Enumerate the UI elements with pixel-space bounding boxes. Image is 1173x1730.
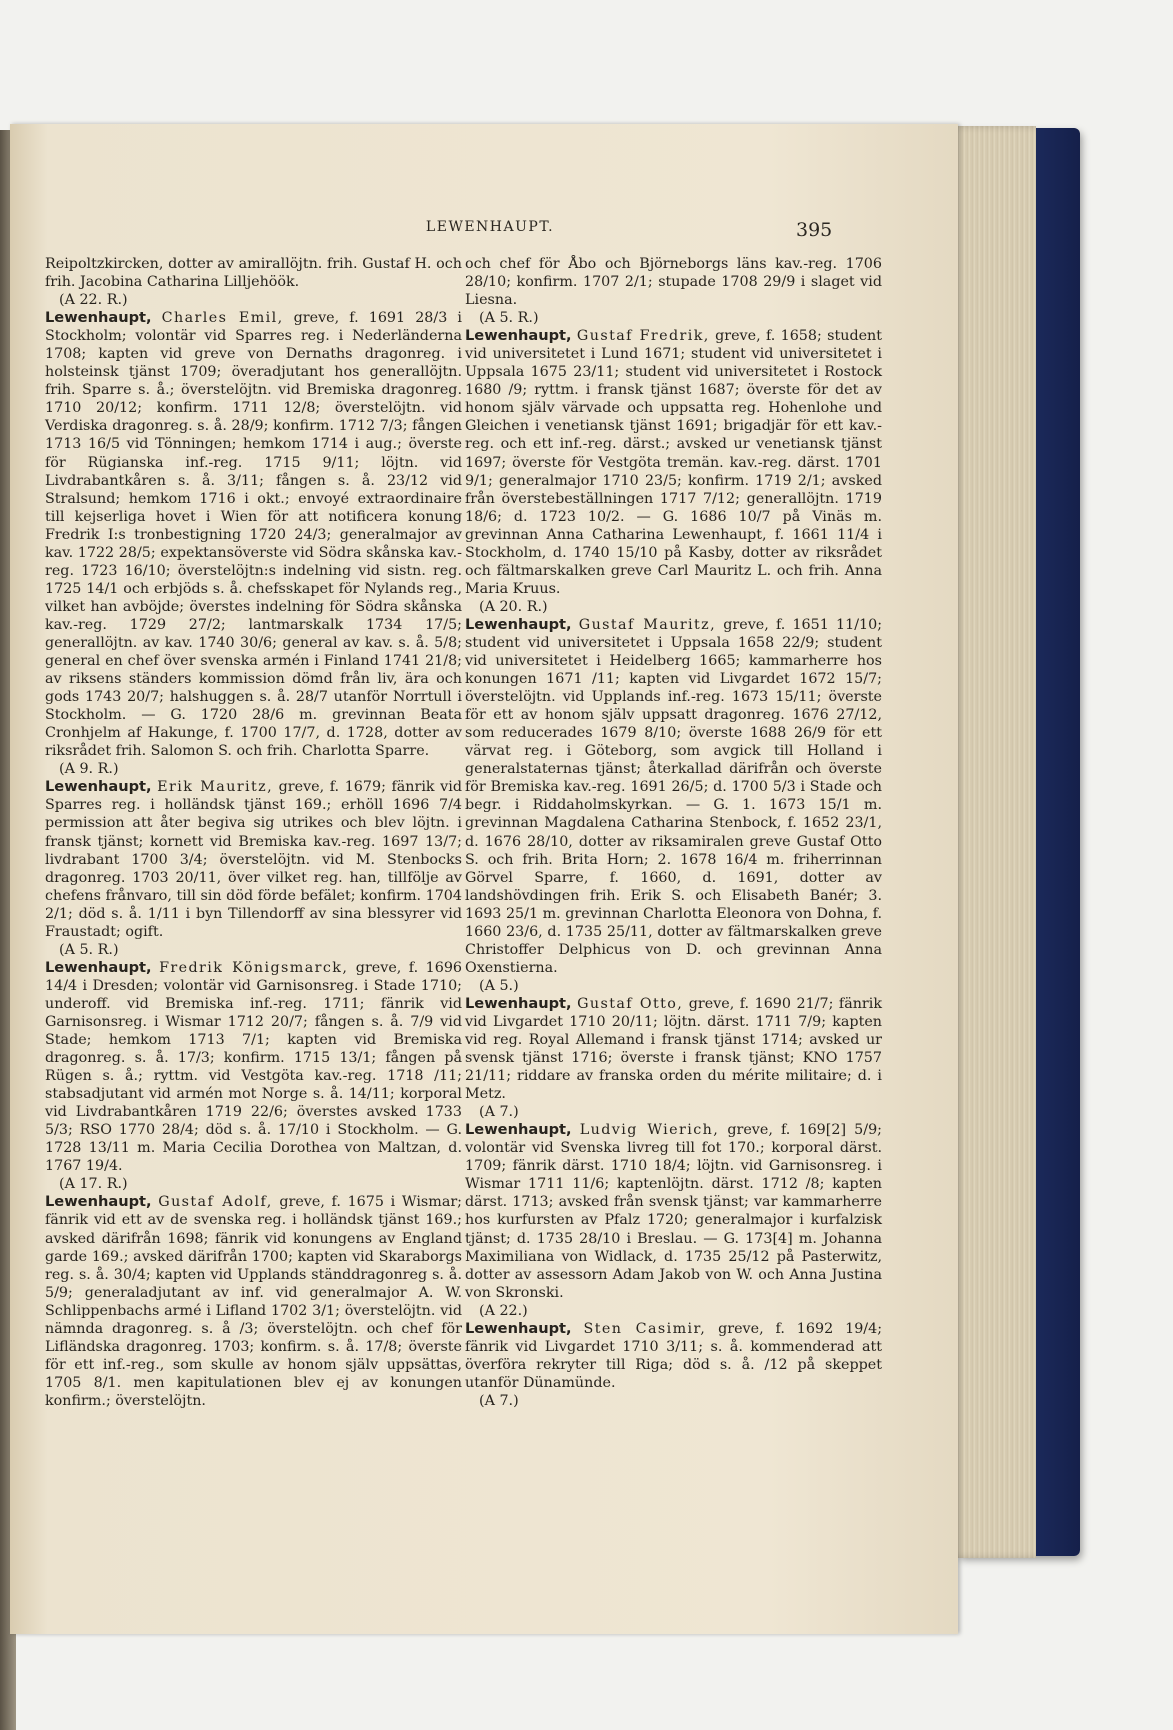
- entry-surname: Lewenhaupt,: [45, 309, 152, 327]
- biography-entry: [465, 616, 882, 977]
- entry-surname: Lewenhaupt,: [465, 327, 572, 345]
- entry-given-names: Gustaf Fredrik,: [576, 328, 710, 345]
- entry-reference: (A 17. R.): [59, 1176, 128, 1193]
- entry-given-names: Gustaf Adolf,: [158, 1194, 273, 1211]
- biography-entry: [45, 309, 462, 760]
- entry-body: greve, f. 169[2] 5/9; volontär vid Svenska livreg till fot 170.; korporal därst. 1709; fänrik därst. 1710 18/4; löjtn. vid Garnisonsreg. i Wismar 1711 11/6; kaptenlöjtn. därst. 1712 /8; kapten därst. 1713; avsked från svensk tjänst; var kammarherre hos kurfursten av Pfalz 1720; generalmajor i kurfalzisk tjänst; d. 1735 28/10 i Breslau. — G. 173[4] m. Johanna Maximiliana von Widlack, d. 1735 25/12 på Pasterwitz, dotter av assessorn Adam Jakob von W. och Anna Justina von Skronski.: [465, 1122, 883, 1301]
- biography-entry: [45, 959, 462, 1176]
- entry-surname: Lewenhaupt,: [45, 1193, 152, 1211]
- page-number: 395: [796, 219, 833, 241]
- entry-body: greve, f. 1679; fänrik vid Sparres reg. i holländsk tjänst 169.; erhöll 1696 7/4 permission att åter begiva sig utrikes och blev löjtn. i fransk tjänst; kornett vid Bremiska kav.-reg. 1697 13/7; livdrabant 1700 3/4; överstelöjtn. vid M. Stenbocks dragonreg. 1703 20/11, över vilket reg. han, tillfölje av chefens frånvaro, till sin död förde befälet; konfirm. 1704 2/1; död s. å. 1/11 i byn Tillendorff av sina blessyrer vid Fraustadt; ogift.: [45, 779, 462, 940]
- entry-body: greve, f. 1658; student vid universitetet i Lund 1671; student vid universitetet i Uppsala 1675 23/11; student vid universitetet i Rostock 1680 /9; ryttm. i fransk tjänst 1687; överste för det av honom själv värvade och uppsatta reg. Hohenlohe und Gleichen i venetiansk tjänst 1691; brigadjär för ett kav.-reg. och ett inf.-reg. därst.; avsked ur venetiansk tjänst 1697; överste för Vestgöta tremän. kav.-reg. därst. 1701 9/1; generalmajor 1710 23/5; konfirm. 1719 2/1; avsked från överstebeställningen 1717 7/12; generallöjtn. 1719 18/6; d. 1723 10/2. — G. 1686 10/7 på Vinäs m. grevinnan Anna Catharina Lewenhaupt, f. 1661 11/4 i Stockholm, d. 1740 15/10 på Kasby, dotter av riksrådet och fältmarskalken greve Carl Mauritz L. och frih. Anna Maria Kruus.: [465, 328, 883, 597]
- entry-reference: (A 5. R.): [479, 310, 539, 327]
- continued-text: och chef för Åbo och Björneborgs läns kav.-reg. 1706 28/10; konfirm. 1707 2/1; stupade 1708 29/9 i slaget vid Liesna.: [465, 256, 882, 309]
- entry-reference: (A 22.): [479, 1302, 528, 1319]
- entry-given-names: Charles Emil,: [161, 310, 284, 327]
- biography-entry: [465, 1121, 882, 1301]
- entry-body: greve, f. 1692 19/4; fänrik vid Livgardet 1710 3/11; s. å. kommenderad att överföra rekryter till Riga; död s. å. /12 på skeppet utanför Dünamünde.: [465, 1320, 883, 1391]
- entry-body: greve, f. 1675 i Wismar; fänrik vid ett av de svenska reg. i holländsk tjänst 169.; avsked därifrån 1698; fänrik vid konungens av England garde 169.; avsked därifrån 1700; kapten vid Skaraborgs reg. s. å. 30/4; kapten vid Upplands ständdragonreg s. å. 5/9; generaladjutant av inf. vid generalmajor A. W. Schlippenbachs armé i Lifland 1702 3/1; överstelöjtn. vid nämnda dragonreg. s. å /3; överstelöjtn. och chef för Lifländska dragonreg. 1703; konfirm. s. å. 17/8; överste för ett inf.-reg., som skulle av honom själv uppsättas, 1705 8/1. men kapitulationen blev ej av konungen konfirm.; överstelöjtn.: [45, 1194, 462, 1409]
- entry-reference: (A 7.): [479, 1392, 519, 1409]
- entry-given-names: Erik Mauritz,: [157, 779, 274, 796]
- biography-entry: [465, 327, 882, 598]
- running-head: LEWENHAUPT.: [425, 219, 555, 235]
- entry-reference: (A 22. R.): [59, 292, 128, 309]
- biography-entry: [465, 1320, 882, 1392]
- continued-text: Reipoltzkircken, dotter av amirallöjtn. frih. Gustaf H. och frih. Jacobina Catharina Lilljehöök.: [45, 256, 462, 291]
- entry-surname: Lewenhaupt,: [465, 1121, 572, 1139]
- entry-given-names: Gustaf Otto,: [577, 995, 684, 1012]
- entry-surname: Lewenhaupt,: [465, 994, 572, 1012]
- entry-surname: Lewenhaupt,: [465, 1319, 572, 1337]
- entry-surname: Lewenhaupt,: [465, 615, 572, 633]
- entry-body: greve, f. 1691 28/3 i Stockholm; volontär vid Sparres reg. i Nederländerna 1708; kapten vid greve von Dernaths dragonreg. i holsteinsk tjänst 1709; överadjutant hos generallöjtn. frih. Sparre s. å.; överstelöjtn. vid Bremiska dragonreg. 1710 20/12; konfirm. 1711 12/8; överstelöjtn. vid Verdiska dragonreg. s. å. 28/9; konfirm. 1712 7/3; fången 1713 16/5 vid Tönningen; hemkom 1714 i aug.; överste för Rügianska inf.-reg. 1715 9/11; löjtn. vid Livdrabantkåren s. å. 3/11; fången s. å. 23/12 vid Stralsund; hemkom 1716 i okt.; envoyé extraordinaire till kejserliga hovet i Wien för att notificera konung Fredrik I:s tronbestigning 1720 24/3; generalmajor av kav. 1722 28/5; expektansöverste vid Södra skånska kav.-reg. 1723 16/10; överstelöjtn:s indelning vid sistn. reg. 1725 14/1 och erbjöds s. å. chefsskapet för Nylands reg., vilket han avböjde; överstes indelning för Södra skånska kav.-reg. 1729 27/2; lantmarskalk 1734 17/5; generallöjtn. av kav. 1740 30/6; general av kav. s. å. 5/8; general en chef över svenska armén i Finland 1741 21/8; av riksens ständers kommission dömd från liv, ära och gods 1743 20/7; halshuggen s. å. 28/7 utanför Norrtull i Stockholm. — G. 1720 28/6 m. grevinnan Beata Cronhjelm af Hakunge, f. 1700 17/7, d. 1728, dotter av riksrådet frih. Salomon S. och frih. Charlotta Sparre.: [45, 310, 462, 760]
- page-edges: [946, 126, 1036, 1558]
- entry-body: greve, f. 1690 21/7; fänrik vid Livgardet 1710 20/11; löjtn. därst. 1711 7/9; kapten vid reg. Royal Allemand i fransk tjänst 1714; avsked ur svensk tjänst 1716; överste i fransk tjänst; KNO 1757 21/11; riddare av franska orden du mérite militaire; d. i Metz.: [465, 995, 882, 1103]
- entry-given-names: Fredrik Königsmarck,: [159, 959, 349, 976]
- entry-reference: (A 20. R.): [479, 598, 548, 615]
- entry-reference: (A 5.): [479, 977, 519, 994]
- entry-given-names: Ludvig Wierich,: [579, 1122, 720, 1139]
- entry-reference: (A 5. R.): [59, 941, 119, 958]
- entry-reference: (A 9. R.): [59, 761, 119, 778]
- left-column: [45, 255, 462, 1410]
- entry-body: greve, f. 1696 14/4 i Dresden; volontär vid Garnisonsreg. i Stade 1710; underoff. vid Bremiska inf.-reg. 1711; fänrik vid Garnisonsreg. i Wismar 1712 20/7; fången s. å. 7/9 vid Stade; hemkom 1713 7/1; kapten vid Bremiska dragonreg. s. å. 17/3; konfirm. 1715 13/1; fången på Rügen s. å.; ryttm. vid Vestgöta kav.-reg. 1718 /11; stabsadjutant vid armén mot Norge s. å. 14/11; korporal vid Livdrabantkåren 1719 22/6; överstes avsked 1733 5/3; RSO 1770 28/4; död s. å. 17/10 i Stockholm. — G. 1728 13/11 m. Maria Cecilia Dorothea von Maltzan, d. 1767 19/4.: [45, 959, 463, 1175]
- entry-given-names: Gustaf Mauritz,: [578, 616, 717, 633]
- entry-surname: Lewenhaupt,: [45, 778, 152, 796]
- biography-entry: [465, 995, 882, 1103]
- entry-reference: (A 7.): [479, 1104, 519, 1121]
- entry-body: greve, f. 1651 11/10; student vid universitetet i Uppsala 1658 22/9; student vid universitetet i Heidelberg 1665; kammarherre hos konungen 1671 /11; kapten vid Livgardet 1672 15/7; överstelöjtn. vid Upplands inf.-reg. 1673 15/11; överste för ett av honom själv uppsatt dragonreg. 1676 27/12, som reducerades 1679 8/10; överste 1688 26/9 för ett värvat reg. i Göteborg, som avgick till Holland i generalstaternas tjänst; återkallad därifrån och överste för Bremiska kav.-reg. 1691 26/5; d. 1700 5/3 i Stade och begr. i Riddaholmskyrkan. — G. 1. 1673 15/1 m. grevinnan Magdalena Catharina Stenbock, f. 1652 23/1, d. 1676 28/10, dotter av riksamiralen greve Gustaf Otto S. och frih. Brita Horn; 2. 1678 16/4 m. friherrinnan Görvel Sparre, f. 1660, d. 1691, dotter av landshövdingen frih. Erik S. och Elisabeth Banér; 3. 1693 25/1 m. grevinnan Charlotta Eleonora von Dohna, f. 1660 23/6, d. 1735 25/11, dotter av fältmarskalken greve Christoffer Delphicus von D. och grevinnan Anna Oxenstierna.: [465, 616, 883, 976]
- biography-entry: [45, 778, 462, 940]
- biography-entry: [45, 1193, 462, 1410]
- entry-given-names: Sten Casimir,: [583, 1320, 707, 1337]
- right-column: [465, 255, 882, 1410]
- entry-surname: Lewenhaupt,: [45, 958, 152, 976]
